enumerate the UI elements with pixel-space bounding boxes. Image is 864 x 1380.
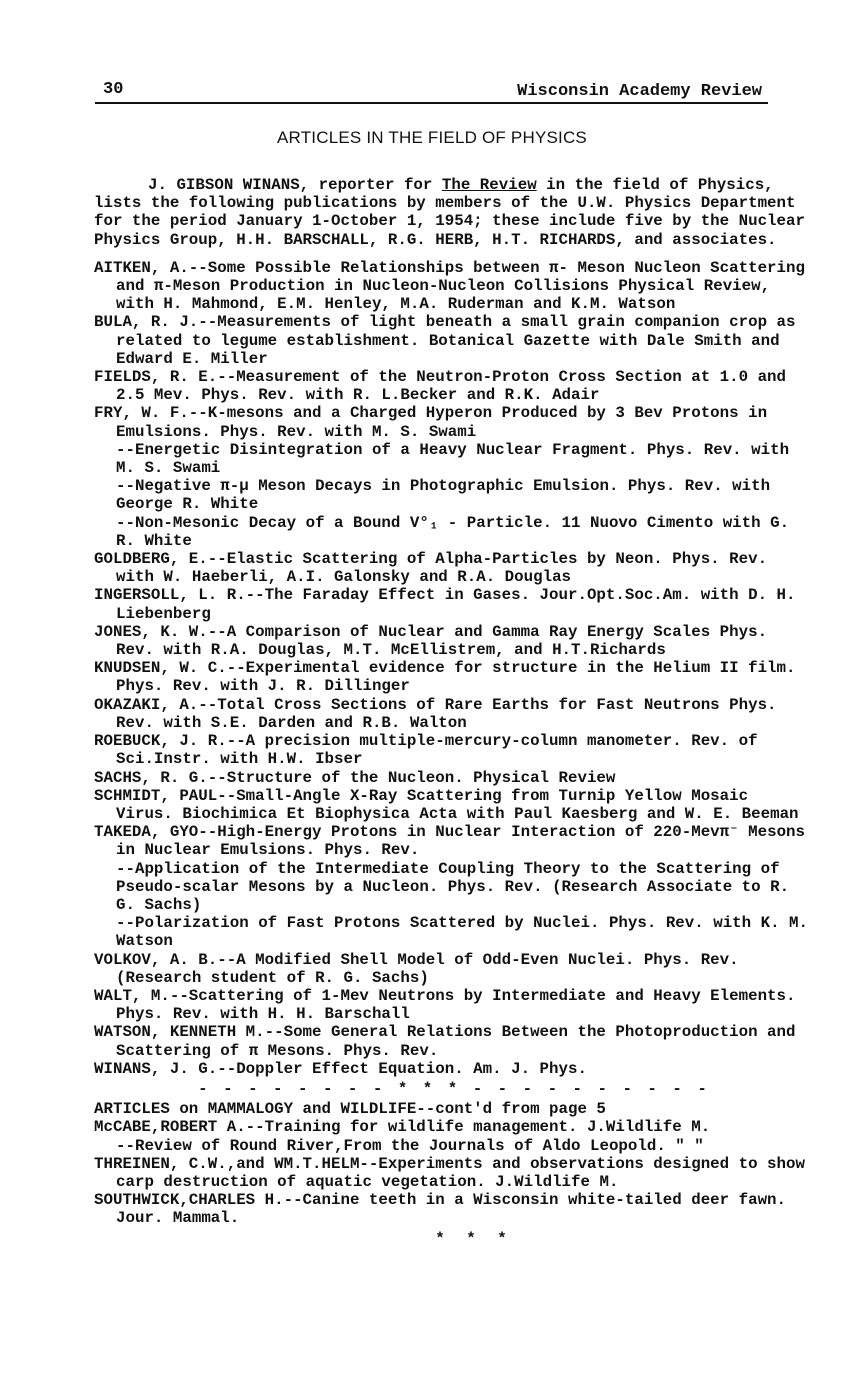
- article-title: ARTICLES IN THE FIELD OF PHYSICS: [277, 128, 587, 147]
- article-body: [94, 176, 814, 1248]
- publication-entry: SCHMIDT, PAUL--Small-Angle X-Ray Scattering from Turnip Yellow Mosaic Virus. Biochimica Et Biophysica Acta with Paul Kaesberg and W. E. Beeman: [94, 786, 799, 823]
- publication-entry: KNUDSEN, W. C.--Experimental evidence for structure in the Helium II film. Phys. Rev. with J. R. Dillinger: [94, 659, 796, 696]
- wildlife-list: [94, 1118, 814, 1227]
- publication-entry: WINANS, J. G.--Doppler Effect Equation. Am. J. Phys.: [94, 1059, 587, 1078]
- publication-entry: SOUTHWICK,CHARLES H.--Canine teeth in a Wisconsin white-tailed deer fawn. Jour. Mammal.: [94, 1191, 787, 1228]
- publication-entry: FRY, W. F.--K-mesons and a Charged Hyperon Produced by 3 Bev Protons in Emulsions. Phys. Rev. with M. S. Swami: [94, 404, 768, 441]
- intro-paragraph: [94, 176, 814, 249]
- publication-sub-entry: --Negative π-μ Meson Decays in Photographic Emulsion. Phys. Rev. with George R. White: [116, 477, 771, 514]
- publication-entry: WATSON, KENNETH M.--Some General Relations Between the Photoproduction and Scattering of π Mesons. Phys. Rev.: [94, 1023, 796, 1060]
- publication-sub-entry: --Energetic Disintegration of a Heavy Nuclear Fragment. Phys. Rev. with M. S. Swami: [116, 440, 790, 478]
- publication-entry: OKAZAKI, A.--Total Cross Sections of Rare Earths for Fast Neutrons Phys. Rev. with S.E. Darden and R.B. Walton: [94, 695, 777, 732]
- end-mark: * * *: [435, 1229, 513, 1248]
- publication-list: [94, 259, 814, 1078]
- publication-entry: FIELDS, R. E.--Measurement of the Neutron-Proton Cross Section at 1.0 and 2.5 Mev. Phys. Rev. with R. L.Becker and R.K. Adair: [94, 368, 787, 405]
- publication-entry: WALT, M.--Scattering of 1-Mev Neutrons by Intermediate and Heavy Elements. Phys. Rev. with H. H. Barschall: [94, 986, 796, 1024]
- intro-review-title: The Review: [441, 176, 537, 194]
- page-number: 30: [103, 80, 124, 99]
- publication-entry: McCABE,ROBERT A.--Training for wildlife management. J.Wildlife M.: [94, 1118, 711, 1137]
- publication-entry: ROEBUCK, J. R.--A precision multiple-mercury-column manometer. Rev. of Sci.Instr. with H.W. Ibser: [94, 732, 758, 769]
- publication-entry: INGERSOLL, L. R.--The Faraday Effect in Gases. Jour.Opt.Soc.Am. with D. H. Liebenberg: [94, 586, 796, 623]
- publication-entry: VOLKOV, A. B.--A Modified Shell Model of Odd-Even Nuclei. Phys. Rev. (Research student of R. G. Sachs): [94, 950, 739, 987]
- publication-entry: THREINEN, C.W.,and WM.T.HELM--Experiments and observations designed to show carp destruction of aquatic vegetation. J.Wildlife M.: [94, 1154, 805, 1191]
- section-separator: - - - - - - - - * * * - - - - - - - - - -: [198, 1079, 710, 1098]
- publication-sub-entry: --Application of the Intermediate Coupling Theory to the Scattering of Pseudo-scalar Mesons by a Nucleon. Phys. Rev. (Research Associate to R. G. Sachs): [116, 859, 790, 914]
- publication-entry: GOLDBERG, E.--Elastic Scattering of Alpha-Particles by Neon. Phys. Rev. with W. Haeberli, A.I. Galonsky and R.A. Douglas: [94, 550, 768, 587]
- journal-title: Wisconsin Academy Review: [517, 82, 762, 101]
- publication-entry: BULA, R. J.--Measurements of light beneath a small grain companion crop as related to legume establishment. Botanical Gazette with Dale Smith and Edward E. Miller: [94, 313, 796, 368]
- publication-entry: AITKEN, A.--Some Possible Relationships between π- Meson Nucleon Scattering and π-Meson Production in Nucleon-Nucleon Collisions Physical Review, with H. Mahmond, E.M. Henley, M.A. Ruderman and K.M. Watson: [94, 258, 805, 314]
- publication-entry: SACHS, R. G.--Structure of the Nucleon. Physical Review: [94, 768, 616, 787]
- publication-sub-entry: --Non-Mesonic Decay of a Bound V°₁ - Particle. 11 Nuovo Cimento with G. R. White: [116, 513, 790, 550]
- publication-sub-entry: --Review of Round River,From the Journals of Aldo Leopold. " ": [116, 1136, 704, 1155]
- intro-after: in the field of Physics, lists the following publications by members of the U.W. Physics Department for the period January 1-October 1, 1954; these include five by the Nuclear Physics Group, H.H. BARSCHALL, R.G. HERB, H.T. RICHARDS, and associates.: [94, 176, 805, 249]
- publication-entry: TAKEDA, GYO--High-Energy Protons in Nuclear Interaction of 220-Mevπ⁻ Mesons in Nuclear Emulsions. Phys. Rev.: [94, 823, 806, 860]
- wildlife-heading: ARTICLES on MAMMALOGY and WILDLIFE--cont'd from page 5: [94, 1100, 606, 1119]
- intro-before: J. GIBSON WINANS, reporter for: [148, 176, 442, 194]
- publication-sub-entry: --Polarization of Fast Protons Scattered by Nuclei. Phys. Rev. with K. M. Watson: [116, 914, 809, 951]
- running-header: [95, 78, 768, 104]
- publication-entry: JONES, K. W.--A Comparison of Nuclear and Gamma Ray Energy Scales Phys. Rev. with R.A. Douglas, M.T. McEllistrem, and H.T.Richards: [94, 622, 768, 660]
